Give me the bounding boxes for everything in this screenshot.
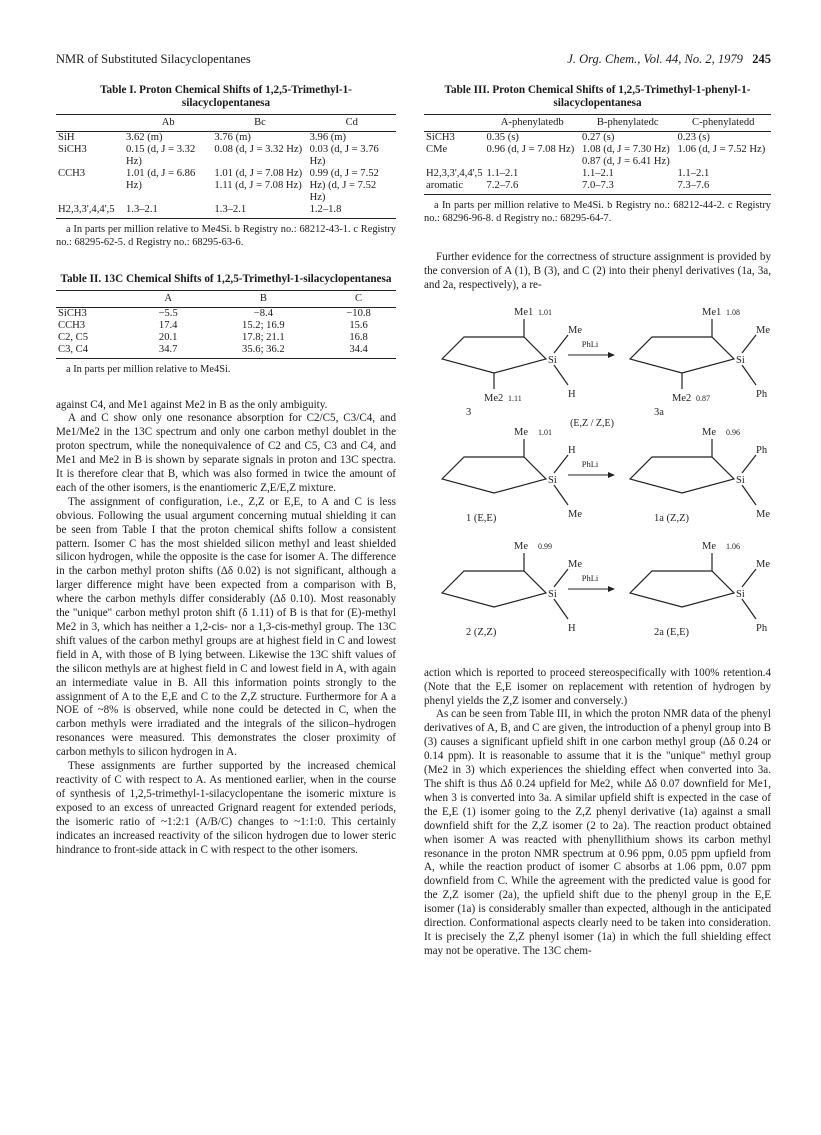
- table-row: [56, 132, 396, 145]
- t2cap-text: Table II. 13C Chemical Shifts of 1,2,5-Trimethyl-1-silacyclopentanesa: [60, 273, 392, 285]
- si-bond-up: [554, 569, 568, 587]
- table-cell: 3.76 (m): [214, 132, 251, 143]
- table-row: [424, 180, 771, 195]
- table-row: [56, 204, 396, 219]
- table-cell: 0.96 (d, J = 7.08 Hz): [486, 144, 575, 155]
- row-label: H2,3,3',4,4',5: [426, 168, 483, 179]
- column-header: [424, 115, 485, 132]
- table-row: [56, 168, 396, 204]
- si-bond-down: [742, 485, 756, 505]
- table-cell: 16.8: [349, 332, 368, 343]
- row-label: SiH: [58, 132, 75, 143]
- table-cell: 35.6; 36.2: [242, 344, 285, 355]
- column-header: C: [321, 291, 396, 308]
- column-header: B: [206, 291, 322, 308]
- si-substituent-label: Me: [756, 508, 770, 520]
- row-label: CCH3: [58, 168, 86, 179]
- row-label: CCH3: [58, 320, 86, 331]
- row-label: CMe: [426, 144, 448, 155]
- silicon-atom-label: Si: [548, 588, 557, 600]
- table-cell: 15.6: [349, 320, 368, 331]
- table-cell: 0.03 (d, J = 3.76 Hz): [309, 144, 379, 167]
- paragraph: Further evidence for the correctness of structure assignment is provided by the conversion of A (1), B (3), and C (2) into their phenyl derivatives (1a, 3a, and 2a, respectively), a re-: [424, 251, 771, 291]
- left-body-text: [56, 399, 396, 858]
- table-cell: 1.01 (d, J = 6.86 Hz): [126, 168, 196, 191]
- table-cell: −10.8: [346, 308, 371, 319]
- paragraph: As can be seen from Table III, in which the proton NMR data of the phenyl derivatives of A, B, and C are given, the introduction of a phenyl group into B (3) causes a significant upfield shift in one carbon methyl group (Δδ 0.24 or 0.14 ppm). It is reasonable to assume that it is the "unique" methyl group (Me2 in 3) which experiences the shielding effect when converted into 3a. The shift is thus Δδ 0.24 upfield for Me2, while Δδ 0.07 downfield for Me1, when 3 is converted into 3a. A similar upfield shift is expected in the case of the E,E (1) isomer going to the Z,Z phenyl derivative (1a) against a small downfield shift for the Z,Z isomer (2 to 2a). The reaction product obtained when isomer A was reacted with phenyllithium shows its carbon methyl resonance in the proton NMR spectrum at 0.96 ppm, 0.05 ppm upfield from A, while the reaction product of isomer C absorbs at 1.06 ppm, 0.07 ppm downfield from C. While the agreement with the predicted value is good for the Z,Z isomer (2a), the upfield shift due to the phenyl group in the E,E isomer (1a) is considerably smaller than expected, although in the anticipated direction. Conformational aspects clearly need to be taken into consideration. It is precisely the Z,Z phenyl isomer (1a) in which the full shielding effect may not be operative. The 13C chem-: [424, 708, 771, 957]
- table-cell: −8.4: [253, 308, 273, 319]
- right-body-text-top: [424, 251, 771, 293]
- table-cell: 7.3–7.6: [677, 180, 710, 191]
- compound-label: 3: [466, 406, 472, 418]
- table-cell: 0.35 (s): [486, 132, 519, 143]
- table-cell: 3.62 (m): [126, 132, 163, 143]
- journal-name: J. Org. Chem., Vol. 44, No. 2, 1979: [567, 52, 743, 66]
- arrow-head: [608, 352, 615, 358]
- left-column: [56, 84, 396, 857]
- si-bond-up: [742, 335, 756, 353]
- reagent-label: PhLi: [581, 338, 599, 349]
- reaction-scheme: [424, 301, 771, 657]
- shift-value: 1.01: [538, 427, 552, 437]
- compound-label: 1a (Z,Z): [654, 512, 689, 524]
- table-cell: 17.8; 21.1: [242, 332, 285, 343]
- table-row: [56, 344, 396, 359]
- paragraph: A and C show only one resonance absorption for C2/C5, C3/C4, and Me1/Me2 in the 13C spectrum and only one carbon methyl doublet in the proton spectrum, while the nonequivalence of C2 and C5, C3 and C4, and Me1 and Me2 in B is shown by separate signals in proton and 13C spectra. It is therefore clear that B, which was also formed in twice the amount of each of the other isomers, is the enantiomeric Z,E/E,Z mixture.: [56, 412, 396, 494]
- paragraph: These assignments are further supported by the increased chemical reactivity of C with respect to A. As mentioned earlier, when in the course of synthesis of 1,2,5-trimethyl-1-silacyclopentane the isomeric mixture is exposed to an excess of unreacted Grignard reagent for extended periods, the isomeric ratio of ~1:2:1 (A/B/C) changes to ~1:1:0. This certainly indicates an increased reactivity of the silicon hydrogen due to lower steric hindrance to front-side attack in C with respect to the other isomers.: [56, 760, 396, 856]
- right-ring-3: [630, 571, 734, 607]
- row-label: SiCH3: [58, 308, 87, 319]
- compound-label: 2a (E,E): [654, 626, 689, 638]
- table-cell: 1.06 (d, J = 7.52 Hz): [677, 144, 766, 155]
- row-label: SiCH3: [58, 144, 87, 155]
- table-cell: 0.99 (d, J = 7.52 Hz) (d, J = 7.52 Hz): [309, 168, 379, 203]
- si-substituent-label: Me: [756, 324, 770, 336]
- column-header: A-phenylatedb: [485, 115, 581, 132]
- paragraph: The assignment of configuration, i.e., Z,Z or E,E, to A and C is less obvious. Following the usual argument concerning mutual shielding it can be seen from Table I that the proton chemical shifts follow a consistent pattern. Isomer C has the most shielded silicon methyl and least shielded silicon hydrogen, while the opposite is the case for isomer A. The difference in the carbon methyl proton shifts (Δδ 0.02) is not significant, although a larger difference might have been expected from a comparison with B, where the carbon methyls differ considerably (Δδ 0.10). Most reasonably the "unique" carbon methyl proton shift (δ 1.11) of B is that for (E)-methyl Me2 in 3, which has neither a 1,2-cis- nor a 1,3-cis-methyl group. The 13C shift values of the carbon methyl groups are at highest field in C and lowest field in A, with those of B lying between. Likewise the 13C shift values of the silicon methyls are at highest field in C and lowest field in A, with again an intermediate value in B. All this information points strongly to the assignment of A to the E,E and C to the Z,Z structure. Furthermore for A a NOE of ~8% is observed, while none could be detected in C, when the carbon methyls were irradiated and the integrals of the silicon–hydrogen resonances were measured. This demonstrates the closer proximity of carbon methyls to silicon hydrogen in A.: [56, 495, 396, 759]
- methyl-label: Me: [514, 426, 528, 438]
- table-row: [56, 332, 396, 344]
- table-cell: 0.08 (d, J = 3.32 Hz): [214, 144, 303, 155]
- si-bond-down: [554, 485, 568, 505]
- running-title: NMR of Substituted Silacyclopentanes: [56, 52, 251, 66]
- table-row: [424, 168, 771, 180]
- column-header: Ab: [124, 115, 212, 132]
- table-cell: 1.08 (d, J = 7.30 Hz) 0.87 (d, J = 6.41 Hz): [582, 144, 670, 167]
- si-substituent-label: H: [568, 622, 576, 634]
- table-3-footnote: a In parts per million relative to Me4Si. b Registry no.: 68212-44-2. c Registry no.: 68296-96-8. d Registry no.: 68295-64-7.: [424, 200, 771, 224]
- shift-value: 1.08: [726, 307, 740, 317]
- shift-value: 1.06: [726, 541, 740, 551]
- si-bond-up: [554, 335, 568, 353]
- si-substituent-label: H: [568, 388, 576, 400]
- reagent-label: PhLi: [581, 572, 599, 583]
- shift-value: 0.96: [726, 427, 740, 437]
- table-1-caption: Table I. Proton Chemical Shifts of 1,2,5-Trimethyl-1-silacyclopentanesa: [100, 84, 352, 109]
- table-cell: 1.3–2.1: [126, 204, 158, 215]
- arrow-head: [608, 586, 615, 592]
- row-label: H2,3,3',4,4',5: [58, 204, 115, 215]
- table-2: [56, 273, 396, 377]
- table-cell: −5.5: [158, 308, 178, 319]
- si-bond-up: [742, 455, 756, 473]
- column-header: [56, 291, 131, 308]
- column-header: Bc: [212, 115, 307, 132]
- table-cell: 1.2–1.8: [309, 204, 342, 215]
- si-bond-up: [742, 569, 756, 587]
- table-1: [56, 84, 396, 249]
- shift-value: 1.01: [538, 307, 552, 317]
- si-bond-up: [554, 455, 568, 473]
- table-cell: 17.4: [158, 320, 178, 331]
- table-row: [56, 308, 396, 321]
- si-bond-down: [554, 365, 568, 385]
- column-header: C-phenylatedd: [675, 115, 771, 132]
- methyl-label: Me: [702, 426, 716, 438]
- table-row: [56, 320, 396, 332]
- row-label: SiCH3: [426, 132, 455, 143]
- right-column: [424, 84, 771, 959]
- row-label: aromatic: [426, 180, 464, 191]
- si-substituent-label: Me: [568, 324, 582, 336]
- table-cell: 7.0–7.3: [582, 180, 614, 191]
- table-cell: 0.15 (d, J = 3.32 Hz): [126, 144, 196, 167]
- table-cell: 1.1–2.1: [677, 168, 710, 179]
- silicon-atom-label: Si: [736, 588, 745, 600]
- row-label: C2, C5: [58, 332, 89, 343]
- table-1-footnote: a In parts per million relative to Me4Si. b Registry no.: 68212-43-1. c Registry no.: 68295-62-5. d Registry no.: 68295-63-6.: [56, 224, 396, 248]
- si-substituent-label: Ph: [756, 444, 768, 456]
- si-substituent-label: Ph: [756, 622, 768, 634]
- table-2-grid: [56, 290, 396, 359]
- row-label: C3, C4: [58, 344, 89, 355]
- si-bond-down: [742, 599, 756, 619]
- compound-label: 2 (Z,Z): [466, 626, 497, 638]
- si-bond-down: [742, 365, 756, 385]
- shift-value: 0.99: [538, 541, 552, 551]
- table-cell: 3.96 (m): [309, 132, 347, 143]
- methyl-label: Me2: [484, 392, 504, 404]
- compound-label: 3a: [654, 406, 664, 418]
- journal-citation: [567, 52, 771, 67]
- silicon-atom-label: Si: [736, 354, 745, 366]
- table-3-grid: [424, 114, 771, 195]
- column-header: A: [131, 291, 206, 308]
- table-3: [424, 84, 771, 225]
- left-ring-1: [442, 337, 546, 373]
- methyl-label: Me: [702, 540, 716, 552]
- paragraph: action which is reported to proceed stereospecifically with 100% retention.4 (Note that the E,E isomer on replacement with retention of hydrogen by phenyl yields the Z,Z isomer and conversely.): [424, 666, 771, 707]
- right-ring-2: [630, 457, 734, 493]
- arrow-head: [608, 472, 615, 478]
- t3cap-text: Table III. Proton Chemical Shifts of 1,2,5-Trimethyl-1-phenyl-1-silacyclopentanesa: [444, 84, 751, 109]
- table-row: [424, 132, 771, 145]
- si-substituent-label: H: [568, 444, 576, 456]
- table-cell: 1.1–2.1: [486, 168, 519, 179]
- si-substituent-label: Me: [568, 508, 582, 520]
- si-substituent-label: Me: [756, 558, 770, 570]
- table-2-footnote: a In parts per million relative to Me4Si.: [66, 364, 231, 375]
- isomer-label: (E,Z / Z,E): [570, 417, 614, 429]
- table-cell: 1.01 (d, J = 7.08 Hz) 1.11 (d, J = 7.08 Hz): [214, 168, 303, 191]
- left-ring-2: [442, 457, 546, 493]
- si-substituent-label: Me: [568, 558, 582, 570]
- table-cell: 34.4: [349, 344, 368, 355]
- column-header: Cd: [308, 115, 396, 132]
- compound-label: 1 (E,E): [466, 512, 497, 524]
- table-cell: 15.2; 16.9: [242, 320, 285, 331]
- page-number: 245: [752, 52, 771, 66]
- methyl-label: Me1: [702, 306, 722, 318]
- methyl-label: Me1: [514, 306, 534, 318]
- shift-value: 0.87: [696, 393, 710, 403]
- paragraph: against C4, and Me1 against Me2 in B as the only ambiguity.: [56, 398, 328, 411]
- table-1-grid: [56, 114, 396, 219]
- silicon-atom-label: Si: [548, 474, 557, 486]
- table-cell: 20.1: [158, 332, 178, 343]
- silicon-atom-label: Si: [548, 354, 557, 366]
- table-cell: 0.27 (s): [582, 132, 615, 143]
- table-cell: 7.2–7.6: [486, 180, 519, 191]
- table-row: [424, 144, 771, 168]
- table-cell: 1.1–2.1: [582, 168, 614, 179]
- methyl-label: Me2: [672, 392, 692, 404]
- column-header: B-phenylatedc: [580, 115, 675, 132]
- right-ring-1: [630, 337, 734, 373]
- table-cell: 0.23 (s): [677, 132, 710, 143]
- si-substituent-label: Ph: [756, 388, 768, 400]
- reaction-scheme-drawing: [424, 301, 771, 657]
- methyl-label: Me: [514, 540, 528, 552]
- shift-value: 1.11: [508, 393, 522, 403]
- table-cell: 34.7: [158, 344, 178, 355]
- reagent-label: PhLi: [581, 458, 599, 469]
- table-row: [56, 144, 396, 168]
- silicon-atom-label: Si: [736, 474, 745, 486]
- table-cell: 1.3–2.1: [214, 204, 247, 215]
- left-ring-3: [442, 571, 546, 607]
- si-bond-down: [554, 599, 568, 619]
- column-header: [56, 115, 124, 132]
- right-body-text-bottom: [424, 667, 771, 959]
